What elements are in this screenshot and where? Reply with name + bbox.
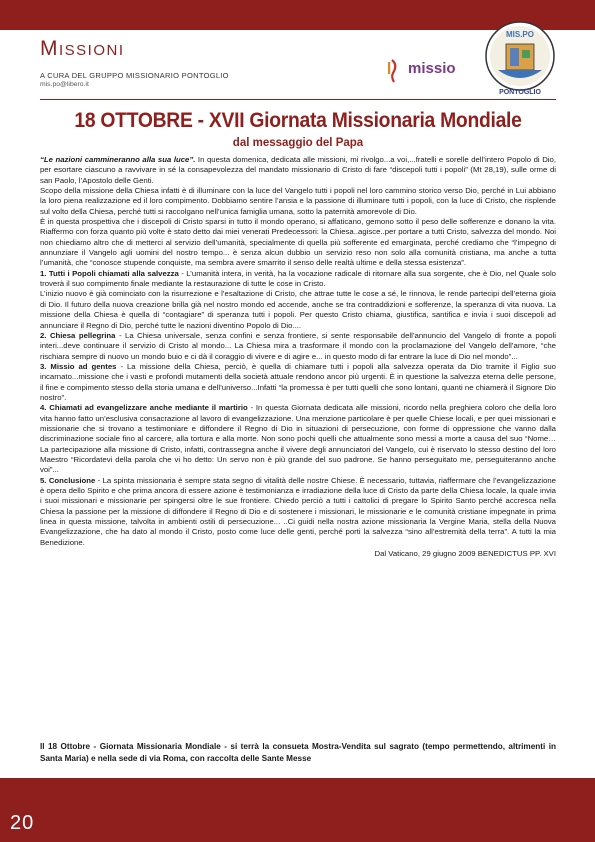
section-title: Missioni [40,37,125,60]
signature-line: Dal Vaticano, 29 giugno 2009 BENEDICTUS PP. XVI [374,549,556,559]
section-5-text: - La spinta missionaria è sempre stata segno di vitalità delle nostre Chiese. È necessario, tuttavia, riaffermare che l’evangelizzazione è opera dello Spirito e che prima ancora di essere azione è testimonianza e irradiazione della luce di Cristo da parte della Chiesa locale, la quale invia i suoi missionari e missionarie per spingersi oltre le sue frontiere. Chiedo perciò a tutti i cattolici di pregare lo Spirito Santo perché accresca nella Chiesa la passione per la missione di diffondere il Regno di Dio e di sostenere i missionari, le missionarie e le comunità cristiane impegnate in prima linea in questa missione, talvolta in ambienti ostili di persecuzione... ..Ci guidi nella nostra azione missionaria la Vergine Maria, stella della Nuova Evangelizzazione, che ha dato al mondo il Cristo, posto come luce delle genti, perché porti la salvezza “sino all’estremità della terra”. A tutti la mia Benedizione. [40,475,556,547]
header-divider [40,99,556,100]
section-5-heading: 5. Conclusione [40,475,96,485]
intro-lead: “Le nazioni cammineranno alla sua luce”. [40,155,196,164]
section-4-heading: 4. Chiamati ad evangelizzare anche mediante il martirio [40,403,248,413]
badge-top-text: MIS.PO [505,30,535,39]
paragraph-3: È in questa prospettiva che i discepoli di Cristo sparsi in tutto il mondo operano, si affaticano, gemono sotto il peso delle sofferenze e donano la vita. Riaffermo con forza quanto più volte è stato detto dai miei venerati Predecessori: la Chiesa..agisce..per portare a tutti Cristo, salvezza del mondo. Noi non chiediamo altro che di metterci al servizio dell’umanità, specialmente di quella più sofferente ed emarginata, perché crediamo che “l’impegno di annunziare il Vangelo agli uomini del nostro tempo... è senza alcun dubbio un servizio reso non solo alla comunità cristiana, ma anche a tutta l’umanità, che “conosce stupende conquiste, ma sembra avere smarrito il senso delle realtà ultime e della stessa esistenza”. [40,217,556,268]
section-1-heading: 1. Tutti i Popoli chiamati alla salvezza [40,268,179,278]
bottom-color-bar [0,778,595,842]
mispo-pontoglio-badge-icon [484,20,556,98]
article-body [40,155,556,559]
section-3-heading: 3. Missio ad gentes [40,361,117,371]
intro-text: In questa domenica, dedicata alle missioni, mi rivolgo...a voi,...fratelli e sorelle dell’intero Popolo di Dio, per esortare ciascuno a ravvivare in sé la consapevolezza del mandato missionario di Cristo di fare “discepoli tutti i popoli” (Mt 28,19), sulle orme di san Paolo, l’Apostolo delle Genti. [40,155,556,185]
missio-mark-icon [386,59,402,83]
section-1-text: - L’umanità intera, in verità, ha la vocazione radicale di ritornare alla sua sorgente, che è Dio, nel Quale solo troverà il suo compimento finale mediante la restaurazione di tutte le cose in Cristo. [40,268,556,289]
missio-logo-text: missio [408,60,456,77]
section-4 [40,403,556,475]
page-number: 20 [10,812,35,834]
section-1 [40,269,556,290]
section-3 [40,362,556,403]
section-3-text: - La missione della Chiesa, perciò, è quella di chiamare tutti i popoli alla salvezza operata da Dio tramite il Figlio suo incarnato...missione che i vasti e profondi mutamenti della società attuale rendono ancor più urgenti. È in questione la salvezza eterna delle persone, il fine e compimento stesso della storia umana e dell’universo...Infatti “la promessa è per tutti quelli che sono lontani, quanti ne chiamerà il Signore Dio nostro”. [40,361,556,402]
contact-email[interactable]: mis.po@libero.it [40,81,89,88]
section-5 [40,476,556,548]
section-4-text: - In questa Giornata dedicata alle missioni, ricordo nella preghiera coloro che della loro vita hanno fatto un’esclusiva consacrazione al lavoro di evangelizzazione. Una menzione particolare è per quelle Chiese locali, e per quei missionari e missionarie che si trovano a testimoniare e diffondere il Regno di Dio in situazioni di persecuzione, con forme di oppressione che vanno dalla discriminazione sociale fino al carcere, alla tortura e alla morte. Non sono pochi quelli che attualmente sono messi a morte a causa del suo “Nome…La partecipazione alla missione di Cristo, infatti, contrassegna anche il vivere degli annunciatori del Vangelo, cui è riservato lo stesso destino del loro Maestro “Ricordatevi della parola che vi ho detto: Un servo non è più grande del suo padrone. Se hanno perseguitato me, perseguiteranno anche voi”... [40,403,556,475]
paragraph-2: Scopo della missione della Chiesa infatti è di illuminare con la luce del Vangelo tutti i popoli nel loro cammino storico verso Dio, perché in Lui abbiano la loro piena realizzazione ed il loro compimento. Dobbiamo sentire l’ansia e la passione di illuminare tutti i popoli, con la luce di Cristo, che risplende sul volto della Chiesa, perché tutti si raccolgano nell’unica famiglia umana, sotto la paternità amorevole di Dio. [40,186,556,216]
article-subtitle: dal messaggio del Papa [232,137,364,149]
section-2-heading: 2. Chiesa pellegrina [40,330,116,340]
curated-by-line: A CURA DEL GRUPPO MISSIONARIO PONTOGLIO [40,71,229,80]
section-2 [40,331,556,362]
section-1-continued: L’inizio nuovo è già cominciato con la risurrezione e l’esaltazione di Cristo, che attrae tutte le cose a sé, le rinnova, le rende partecipi dell’eterna gioia di Dio. Il futuro della nuova creazione brilla già nel nostro mondo ed accende, anche se tra contraddizioni e sofferenze, la speranza di vita nuova. La missione della Chiesa è quella di “contagiare” di speranza tutti i popoli. Per questo Cristo chiama, giustifica, santifica e invia i suoi discepoli ad annunciare il Regno di Dio, perché tutte le nazioni diventino Popolo di Dio.... [40,289,556,330]
section-2-text: - La Chiesa universale, senza confini e senza frontiere, si sente responsabile dell’annuncio del Vangelo di fronte a popoli interi...deve continuare il servizio di Cristo al mondo... La Chiesa mira a trasformare il mondo con la proclamazione del Vangelo dell’amore, “che rischiara sempre di nuovo un mondo buio e ci dà il coraggio di vivere e di agire e... in questo modo di far entrare la luce di Dio nel mondo”... [40,330,557,361]
missio-logo [386,59,470,83]
event-footnote: Il 18 Ottobre - Giornata Missionaria Mondiale - si terrà la consueta Mostra-Vendita sul sagrato (tempo permettendo, altrimenti in Santa Maria) e nella sede di via Roma, con raccolta delle Sante Messe [40,742,556,763]
intro-paragraph [40,155,556,186]
article-title: 18 OTTOBRE - XVII Giornata Missionaria Mondiale [74,109,522,132]
badge-bottom-text: PONTOGLIO [499,89,541,96]
